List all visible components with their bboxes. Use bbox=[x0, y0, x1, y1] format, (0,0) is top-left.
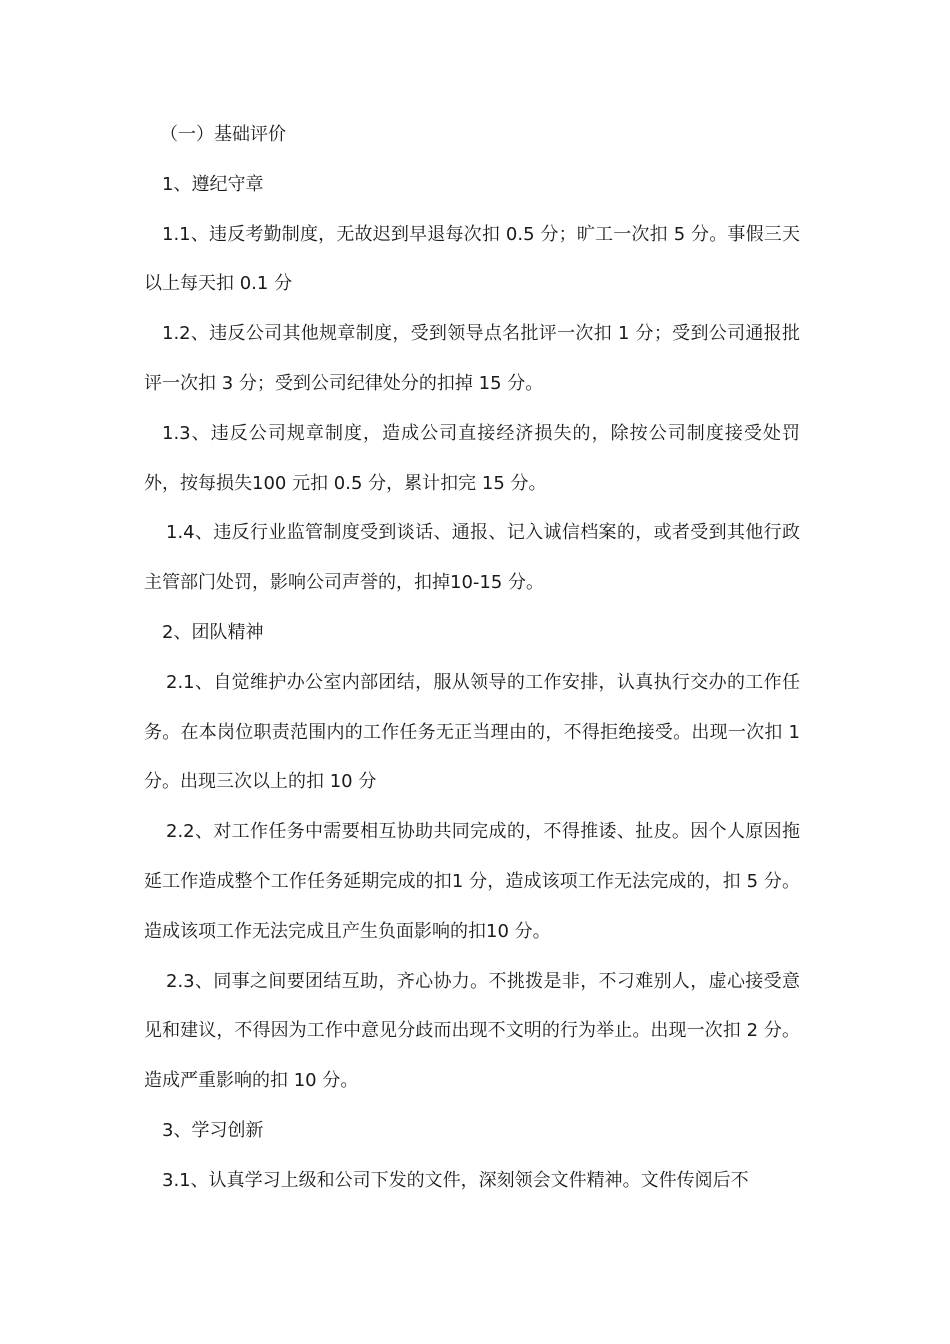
section-heading: （一）基础评价 bbox=[160, 124, 286, 145]
paragraph-1-3: 1.3、违反公司规章制度，造成公司直接经济损失的，除按公司制度接受处罚外，按每损失100 元扣 0.5 分，累计扣完 15 分。 bbox=[144, 422, 800, 494]
subsection-heading-discipline: 1、遵纪守章 bbox=[162, 173, 264, 195]
paragraph-1-2: 1.2、违反公司其他规章制度，受到领导点名批评一次扣 1 分；受到公司通报批评一次扣 3 分；受到公司纪律处分的扣掉 15 分。 bbox=[144, 323, 800, 394]
subsection-heading-learning: 3、学习创新 bbox=[162, 1119, 264, 1141]
paragraph-2-2: 2.2、对工作任务中需要相互协助共同完成的，不得推诿、扯皮。因个人原因拖延工作造成整个工作任务延期完成的扣1 分，造成该项工作无法完成的，扣 5 分。造成该项工作无法完成且产生负面影响的扣10 分。 bbox=[144, 821, 800, 942]
document-body bbox=[144, 110, 800, 1206]
paragraph-2-1: 2.1、自觉维护办公室内部团结，服从领导的工作安排，认真执行交办的工作任务。在本岗位职责范围内的工作任务无正当理由的，不得拒绝接受。出现一次扣 1 分。出现三次以上的扣 10 分 bbox=[144, 671, 800, 793]
paragraph-1-1: 1.1、违反考勤制度，无故迟到早退每次扣 0.5 分；旷工一次扣 5 分。事假三天以上每天扣 0.1 分 bbox=[144, 223, 800, 295]
paragraph-2-3: 2.3、同事之间要团结互助，齐心协力。不挑拨是非，不刁难别人，虚心接受意见和建议，不得因为工作中意见分歧而出现不文明的行为举止。出现一次扣 2 分。造成严重影响的扣 10 分。 bbox=[144, 970, 800, 1092]
paragraph-3-1: 3.1、认真学习上级和公司下发的文件，深刻领会文件精神。文件传阅后不 bbox=[162, 1169, 749, 1191]
subsection-heading-teamwork: 2、团队精神 bbox=[162, 621, 264, 643]
paragraph-1-4: 1.4、违反行业监管制度受到谈话、通报、记入诚信档案的，或者受到其他行政主管部门处罚，影响公司声誉的，扣掉10-15 分。 bbox=[144, 522, 800, 594]
